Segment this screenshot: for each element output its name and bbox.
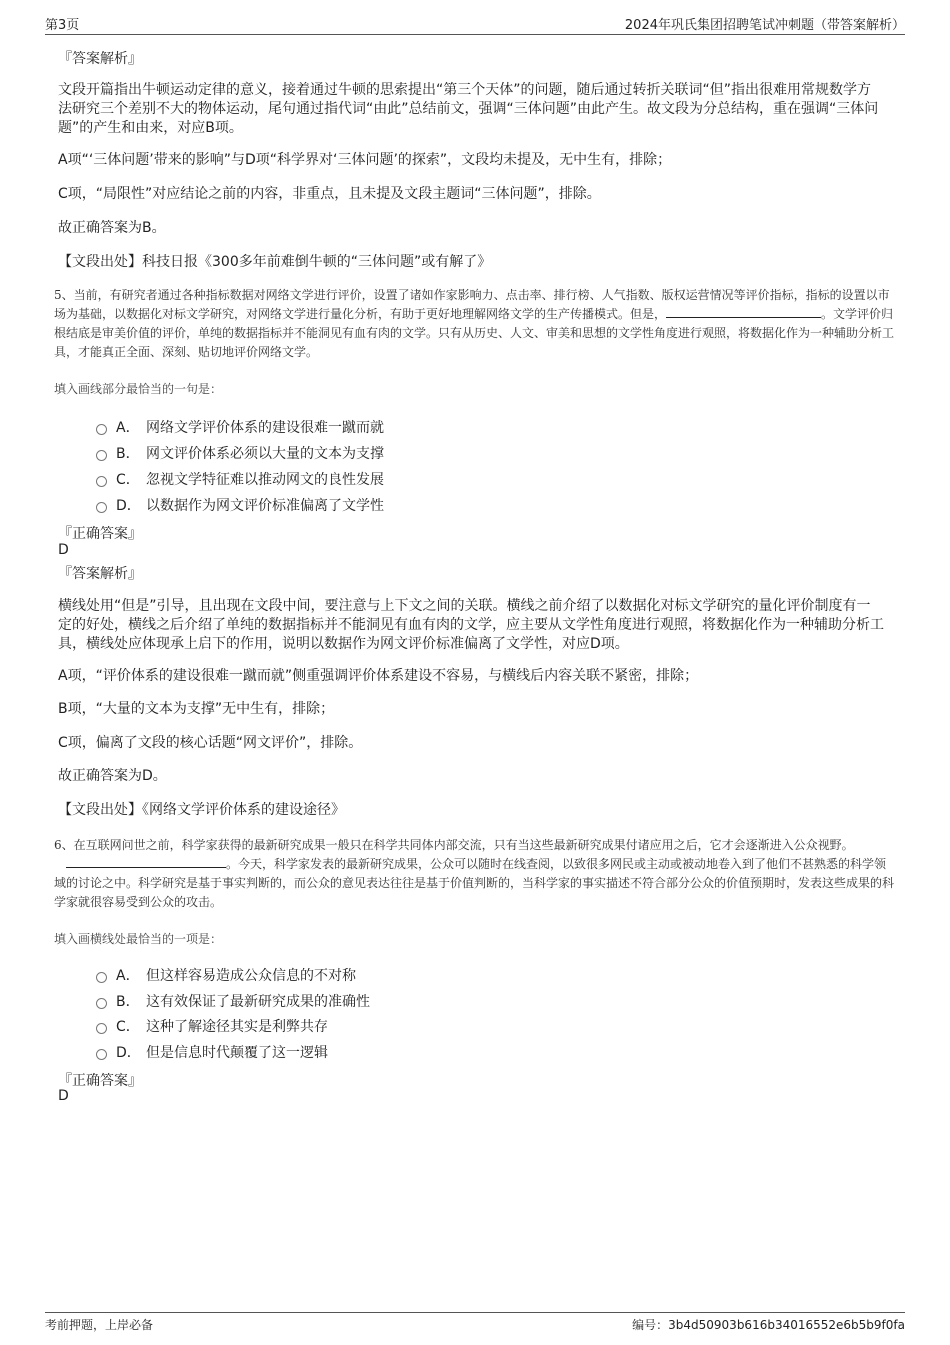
footer-slogan: 考前押题，上岸必备 [45,1318,154,1332]
analysis-paragraph: A项，“评价体系的建设很难一蹴而就”侧重强调评价体系建设不容易，与横线后内容关联不紧密，排除； [58,668,699,684]
analysis-paragraph: 文段开篇指出牛顿运动定律的意义，接着通过牛顿的思索提出“第三个天体”的问题，随后通过转折关联词“但”指出很难用常规数学方法研究三个差别不大的物体运动，尾句通过指代词“由此”总结前文，强调“三体问题”由此产生。故文段为分总结构，重在强调“三体问题”的产生和由来，对应B项。 [58,82,879,136]
correct-answer-label: 『正确答案』 [58,526,142,542]
passage-source: 【文段出处】科技日报《300多年前难倒牛顿的“三体问题”或有解了》 [58,254,492,270]
analysis-paragraph: 横线处用“但是”引导，且出现在文段中间，要注意与上下文之间的关联。横线之前介绍了以数据化对标文学研究的量化评价制度有一定的好处，横线之后介绍了单纯的数据指标并不能洞见有血有肉的文学，应主要从文学性角度进行观照，将数据化作为一种辅助分析工具，横线处应体现承上启下的作用，说明以数据作为网文评价标准偏离了文学性，对应D项。 [58,598,884,652]
analysis-paragraph: C项，“局限性”对应结论之前的内容，非重点，且未提及文段主题词“三体问题”，排除。 [58,186,601,202]
page-header [45,12,905,35]
radio-button[interactable] [96,1023,107,1034]
correct-answer: D [58,542,69,558]
analysis-label: 『答案解析』 [58,51,142,67]
correct-answer: D [58,1088,69,1104]
analysis-paragraph: A项“‘三体问题’带来的影响”与D项“科学界对‘三体问题’的探索”，文段均未提及，无中生有，排除； [58,152,672,168]
radio-button[interactable] [96,476,107,487]
question-prompt: 填入画横线处最恰当的一项是： [54,932,223,946]
radio-button[interactable] [96,502,107,513]
question-text: 。文学评价归根结底是审美价值的评价，单纯的数据指标并不能洞见有血有肉的文学。只有从历史、人文、审美和思想的文学性角度进行观照，将数据化作为一种辅助分析工具，才能真正全面、深刻、贴切地评价网络文学。 [54,307,895,359]
analysis-conclusion: 故正确答案为B。 [58,220,166,236]
passage-source: 【文段出处】《网络文学评价体系的建设途径》 [58,802,345,818]
radio-button[interactable] [96,450,107,461]
page-number: 第3页 [45,18,80,33]
option-b[interactable]: B． 网文评价体系必须以大量的文本为支撑 [96,443,384,463]
question-5-stem [54,286,894,362]
analysis-paragraph: C项，偏离了文段的核心话题“网文评价”，排除。 [58,735,363,751]
question-text: 5、当前，有研究者通过各种指标数据对网络文学进行评价，设置了诸如作家影响力、点击率、排行榜、人气指数、版权运营情况等评价指标，指标的设置以市场为基础，以数据化对标文学研究，对网络文学进行量化分析，有助于更好地理解网络文学的生产传播模式。但是， [54,288,890,321]
fill-blank [666,305,821,318]
option-d[interactable]: D． 但是信息时代颠覆了这一逻辑 [96,1042,328,1062]
option-a[interactable]: A． 但这样容易造成公众信息的不对称 [96,965,356,985]
correct-answer-label: 『正确答案』 [58,1073,142,1089]
option-a[interactable]: A． 网络文学评价体系的建设很难一蹴而就 [96,417,384,437]
document-code: 编号：3b4d50903b616b34016552e6b5b9f0fa [632,1318,905,1332]
option-b[interactable]: B． 这有效保证了最新研究成果的准确性 [96,991,370,1011]
question-text: 。今天，科学家发表的最新研究成果，公众可以随时在线查阅，以致很多网民或主动或被动地卷入到了他们不甚熟悉的科学领域的讨论之中。科学研究是基于事实判断的，而公众的意见表达往往是基于价值判断的，当科学家的事实描述不符合部分公众的价值预期时，发表这些成果的科学家就很容易受到公众的攻击。 [54,857,895,909]
analysis-conclusion: 故正确答案为D。 [58,768,167,784]
option-c[interactable]: C． 这种了解途径其实是利弊共存 [96,1016,328,1036]
document-title: 2024年巩氏集团招聘笔试冲刺题（带答案解析） [624,18,905,33]
question-prompt: 填入画线部分最恰当的一句是： [54,382,223,396]
fill-blank [66,855,226,868]
radio-button[interactable] [96,424,107,435]
question-6-stem [54,836,894,912]
radio-button[interactable] [96,998,107,1009]
radio-button[interactable] [96,1049,107,1060]
radio-button[interactable] [96,972,107,983]
page-footer [45,1312,905,1333]
option-c[interactable]: C． 忽视文学特征难以推动网文的良性发展 [96,469,384,489]
option-d[interactable]: D． 以数据作为网文评价标准偏离了文学性 [96,495,384,515]
question-text: 6、在互联网问世之前，科学家获得的最新研究成果一般只在科学共同体内部交流，只有当这些最新研究成果付诸应用之后，它才会逐渐进入公众视野。 [54,838,854,852]
analysis-paragraph: B项，“大量的文本为支撑”无中生有，排除； [58,701,335,717]
analysis-label: 『答案解析』 [58,566,142,582]
